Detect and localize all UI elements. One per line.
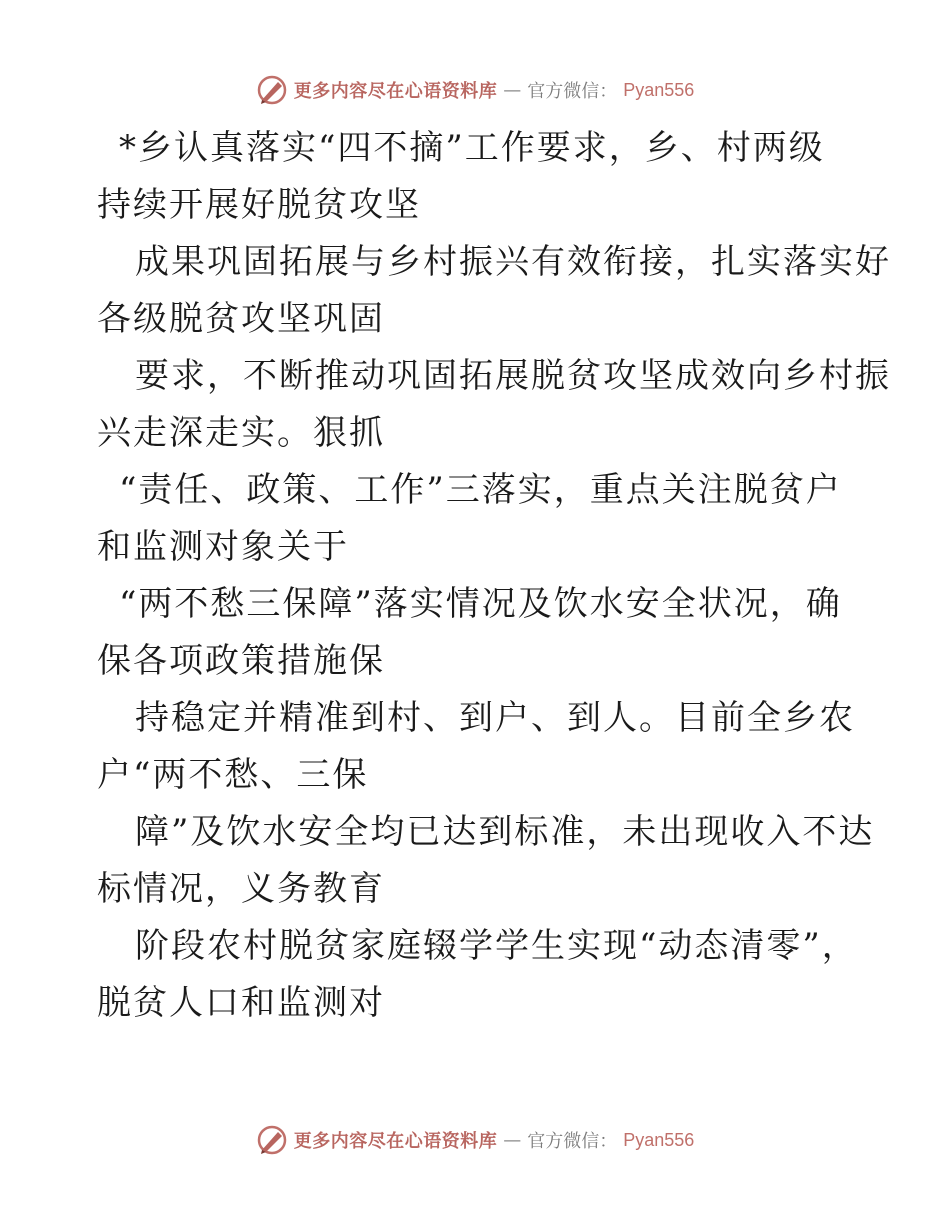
pen-logo-icon	[256, 1124, 288, 1156]
paragraph-line: 障”及饮水安全均已达到标准，未出现收入不达	[135, 812, 875, 852]
paragraph-line: 阶段农村脱贫家庭辍学学生实现“动态清零”，	[135, 926, 858, 966]
watermark-separator: —	[503, 79, 522, 101]
paragraph-line: 标情况，义务教育	[97, 869, 385, 909]
paragraph	[97, 918, 857, 1032]
paragraph	[97, 234, 891, 348]
paragraph	[97, 120, 857, 234]
watermark-main-text: 更多内容尽在心语资料库	[293, 1131, 498, 1152]
watermark-label: 官方微信：	[527, 1131, 618, 1152]
watermark-header	[0, 70, 950, 110]
paragraph-line: “两不愁三保障”落实情况及饮水安全状况，确	[119, 584, 842, 624]
paragraph-line: 各级脱贫攻坚巩固	[97, 299, 385, 339]
paragraph-line: *乡认真落实“四不摘”工作要求，乡、村两级	[119, 128, 825, 168]
paragraph	[97, 576, 857, 690]
watermark-footer	[0, 1120, 950, 1160]
paragraph	[97, 690, 857, 804]
paragraph-line: 户“两不愁、三保	[97, 755, 369, 795]
paragraph-line: 兴走深走实。狠抓	[97, 413, 385, 453]
paragraph	[97, 462, 857, 576]
document-body	[97, 120, 891, 1032]
paragraph-line: 持稳定并精准到村、到户、到人。目前全乡农	[135, 698, 855, 738]
watermark-label: 官方微信：	[527, 81, 618, 102]
paragraph-line: 脱贫人口和监测对	[97, 983, 385, 1023]
paragraph-line: 要求，不断推动巩固拓展脱贫攻坚成效向乡村振	[135, 356, 891, 396]
watermark-main-text: 更多内容尽在心语资料库	[293, 81, 498, 102]
paragraph-line: 成果巩固拓展与乡村振兴有效衔接，扎实落实好	[135, 242, 891, 282]
paragraph-line: 保各项政策措施保	[97, 641, 385, 681]
paragraph-line: 持续开展好脱贫攻坚	[97, 185, 421, 225]
watermark-id: Pyan556	[623, 79, 695, 100]
paragraph-line: 和监测对象关于	[97, 527, 349, 567]
watermark-separator: —	[503, 1129, 522, 1151]
pen-logo-icon	[256, 74, 288, 106]
paragraph	[97, 804, 875, 918]
watermark-id: Pyan556	[623, 1129, 695, 1150]
paragraph	[97, 348, 891, 462]
paragraph-line: “责任、政策、工作”三落实，重点关注脱贫户	[119, 470, 842, 510]
